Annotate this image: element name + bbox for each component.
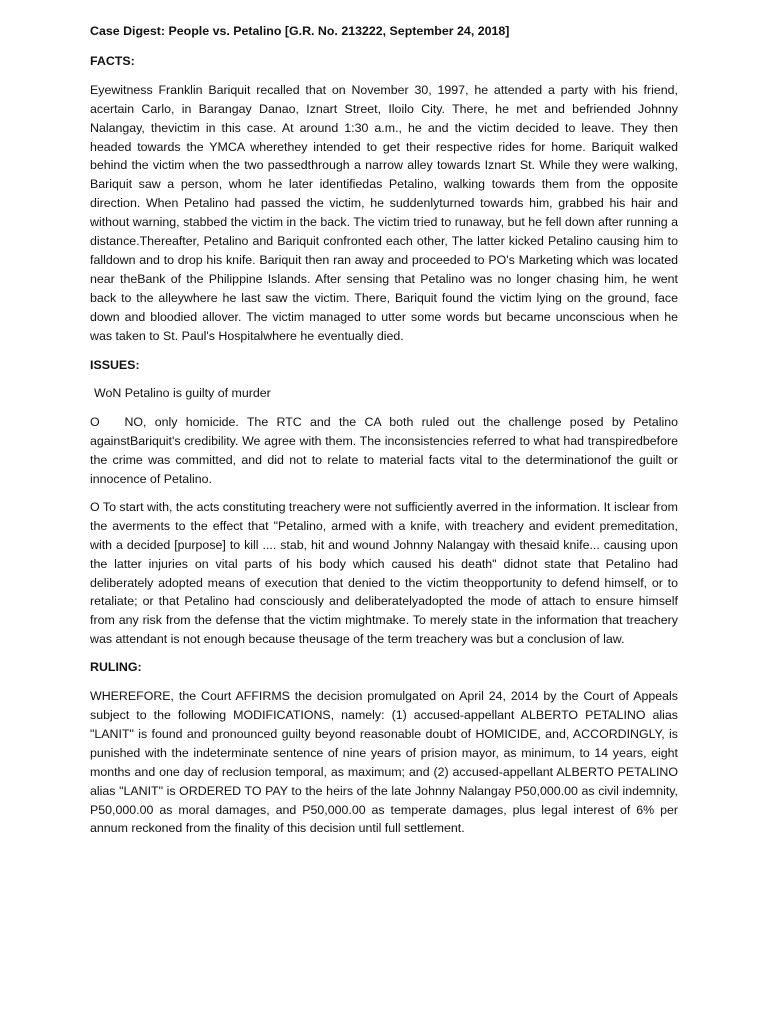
issues-heading: ISSUES: [90, 357, 140, 372]
issue-answers [90, 413, 678, 649]
issue-answer-1: O NO, only homicide. The RTC and the CA both ruled out the challenge posed by Petalino againstBariquit's credibility. We agree with them. The inconsistencies referred to what had transpiredbefore the crime was committed, and did not to relate to material facts vital to the determinationof the guilt or innocence of Petalino. [90, 415, 678, 487]
issue-answer-2: O To start with, the acts constituting treachery were not sufficiently averred in the information. It isclear from the averments to the effect that "Petalino, armed with a knife, with treachery and evident premeditation, with a decided [purpose] to kill .... stab, hit and wound Johnny Nalangay with thesaid knife... causing upon the latter injuries on vital parts of his body which caused his death" didnot state that Petalino had deliberately adopted means of execution that denied to the victim theopportunity to defend himself, or to retaliate; or that Petalino had consciously and deliberatelyadopted the mode of attach to ensure himself from any risk from the defense that the victim mightmake. To merely state in the information that treachery was attendant is not enough because theusage of the term treachery was but a conclusion of law. [90, 499, 678, 647]
facts-paragraph: Eyewitness Franklin Bariquit recalled that on November 30, 1997, he attended a party with his friend, acertain Carlo, in Barangay Danao, Iznart Street, Iloilo City. There, he met and befriended Johnny Nalangay, thevictim in this case. At around 1:30 a.m., he and the victim decided to leave. They then headed towards the YMCA wherethey intended to get their respective rides for home. Bariquit walked behind the victim when the two passedthrough a narrow alley towards Iznart St. While they were walking, Bariquit saw a person, whom he later identifiedas Petalino, walking towards them from the opposite direction. When Petalino had passed the victim, he suddenlyturned towards him, grabbed his hair and without warning, stabbed the victim in the back. The victim tried to runaway, but he fell down after running a distance.Thereafter, Petalino and Bariquit confronted each other, The latter kicked Petalino causing him to falldown and to drop his knife. Bariquit then ran away and proceeded to PO's Marketing which was located near theBank of the Philippine Islands. After sensing that Petalino was no longer chasing him, he went back to the alleywhere he last saw the victim. There, Bariquit found the victim lying on the ground, face down and bloodied allover. The victim managed to utter some words but became unconscious when he was taken to St. Paul's Hospitalwhere he eventually died. [90, 82, 678, 343]
ruling-heading: RULING: [90, 660, 142, 675]
ruling-paragraph: WHEREFORE, the Court AFFIRMS the decision promulgated on April 24, 2014 by the Court of Appeals subject to the following MODIFICATIONS, namely: (1) accused-appellant ALBERTO PETALINO alias "LANIT" is found and pronounced guilty beyond reasonable doubt of HOMICIDE, and, ACCORDINGLY, is punished with the indeterminate sentence of nine years of prision mayor, as minimum, to 14 years, eight months and one day of reclusion temporal, as maximum; and (2) accused-appellant ALBERTO PETALINO alias "LANIT" is ORDERED TO PAY to the heirs of the late Johnny Nalangay P50,000.00 as civil indemnity, P50,000.00 as moral damages, and P50,000.00 as temperate damages, plus legal interest of 6% per annum reckoned from the finality of this decision until full settlement. [90, 689, 678, 836]
document-page [90, 22, 678, 848]
document-title: Case Digest: People vs. Petalino [G.R. No. 213222, September 24, 2018] [90, 24, 510, 38]
facts-heading: FACTS: [90, 53, 135, 68]
issue-question: WoN Petalino is guilty of murder [94, 386, 271, 401]
